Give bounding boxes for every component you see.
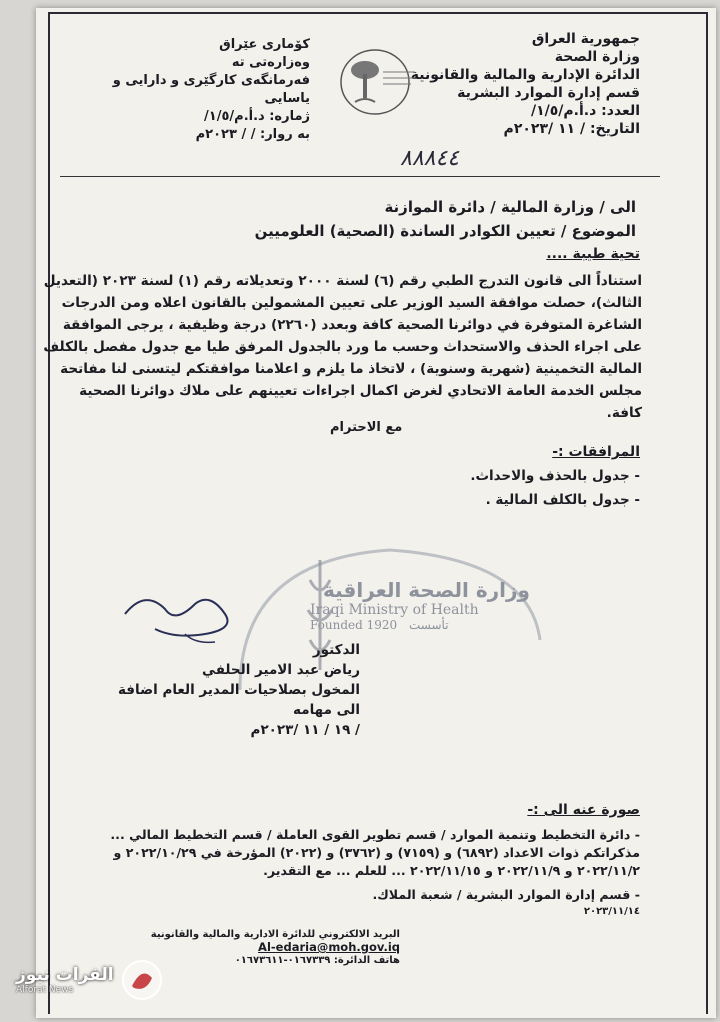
header-left: [80, 36, 310, 144]
subject-line: الموضوع / تعيين الكوادر الساندة (الصحية) العلوميين: [254, 222, 636, 240]
greeting: تحية طيبة ....: [546, 246, 640, 262]
signatory-name: رياض عبد الامير الحلفي: [202, 662, 360, 678]
handwritten-number-text: ٨٨٨٤٤: [400, 146, 460, 171]
header-ministry: وزارة الصحة: [554, 49, 640, 65]
news-watermark: [16, 958, 186, 1008]
copy-to-item: - دائرة التخطيط وتنمية الموارد / قسم تطوير القوى العاملة / قسم التخطيط المالي ... مذكراتكم ذوات الاعداد (٦٨٩٢) و (٧١٥٩) و (٣٧٦٢) و (٢٠٢٢) المؤرخة في ٢٠٢٢/١٠/٢٩ و ٢٠٢٢/١١/٢ و ٢٠٢٢/١١/٩ و ٢٠٢٢/١١/١٥ ... للعلم ... مع التقدير.: [50, 826, 640, 880]
header-date: التاريخ: / ١١ /٢٠٢٣م: [503, 121, 640, 137]
header-left-ministry: وەزارەتی تە: [231, 55, 310, 70]
ministry-logo-icon: [315, 42, 435, 122]
signatory-role: المخول بصلاحيات المدير العام اضافة الى مهامه: [117, 682, 360, 718]
header-left-country: كۆماری عێراق: [219, 37, 310, 52]
closing-regards: مع الاحترام: [330, 420, 403, 435]
footer-email-label: البريد الالكتروني للدائرة الادارية والمالية والقانونية: [150, 929, 400, 940]
attachment-item: - جدول بالحذف والاحداث.: [340, 468, 640, 484]
signature-date: / ١٩ / ١١ /٢٠٢٣م: [250, 722, 360, 738]
seal-english: Iraqi Ministry of Health: [310, 602, 479, 618]
header-right: [410, 30, 640, 138]
footer-email: Al-edaria@moh.gov.iq: [258, 940, 400, 954]
recipient: الى / وزارة المالية / دائرة الموازنة: [384, 198, 636, 216]
seal-founded: Founded 1920: [310, 618, 398, 632]
attachments-title: المرافقات :-: [552, 444, 640, 460]
header-left-date: بە روار: / / ٢٠٢٣م: [195, 127, 310, 142]
watermark-english: Alforat News: [16, 985, 74, 995]
signatory-title: الدكتور: [312, 642, 360, 658]
copy-to-item: - قسم إدارة الموارد البشرية / شعبة الملاك.: [50, 886, 640, 904]
handwritten-number: [400, 146, 560, 176]
footer-phone: هاتف الدائرة: ٠١٦٧٣٣٩-٠١٦٧٣٦١١: [234, 955, 400, 966]
header-section: قسم إدارة الموارد البشرية: [457, 85, 640, 101]
watermark-arabic: الفرات نيوز: [16, 965, 114, 985]
header-country: جمهورية العراق: [531, 31, 640, 47]
seal-text: [310, 578, 530, 632]
header-number: العدد: د.أ.م/١/٥/: [530, 103, 640, 119]
copy-to-title: صورة عنه الى :-: [527, 802, 640, 818]
header-divider: [60, 176, 660, 177]
letter-body: استناداً الى قانون التدرج الطبي رقم (٦) لسنة ٢٠٠٠ وتعديلاته رقم (١) لسنة ٢٠٢٣ (التعديل الثالث)، حصلت موافقة السيد الوزير على تعيين المشمولين بالقانون اعلاه ومن الدرجات الشاغرة المتوفرة في دوائرنا الصحية كافة وبعدد (٢٢٦٠) درجة وظيفية ، يرجى الموافقة على اجراء الحذف والاستحداث وحسب ما ورد بالجدول المرفق طيا مع جدول مفصل بالكلف المالية التخمينية (شهرية وسنوية) ، لاتخاذ ما يلزم و اعلامنا موافقتكم ليتسنى لنا مفاتحة مجلس الخدمة العامة الاتحادي لغرض اكمال اجراءات تعيينهم على ملاك دوائرنا الصحية كافة.: [43, 273, 642, 421]
header-department: الدائرة الإدارية والمالية والقانونية: [410, 67, 640, 83]
attachment-item: - جدول بالكلف المالية .: [340, 492, 640, 508]
seal-arabic: وزارة الصحة العراقية: [322, 578, 530, 602]
seal-founded-ar: تأسست: [409, 618, 449, 632]
small-date: ٢٠٢٣/١١/١٤: [583, 906, 640, 917]
header-left-number: ژمارە: د.أ.م/١/٥/: [204, 109, 310, 124]
watermark-logo-icon: [120, 958, 164, 1002]
signatory: [100, 640, 360, 740]
header-left-department: فەرمانگەی کارگێری و دارایی و یاسایی: [112, 73, 310, 106]
